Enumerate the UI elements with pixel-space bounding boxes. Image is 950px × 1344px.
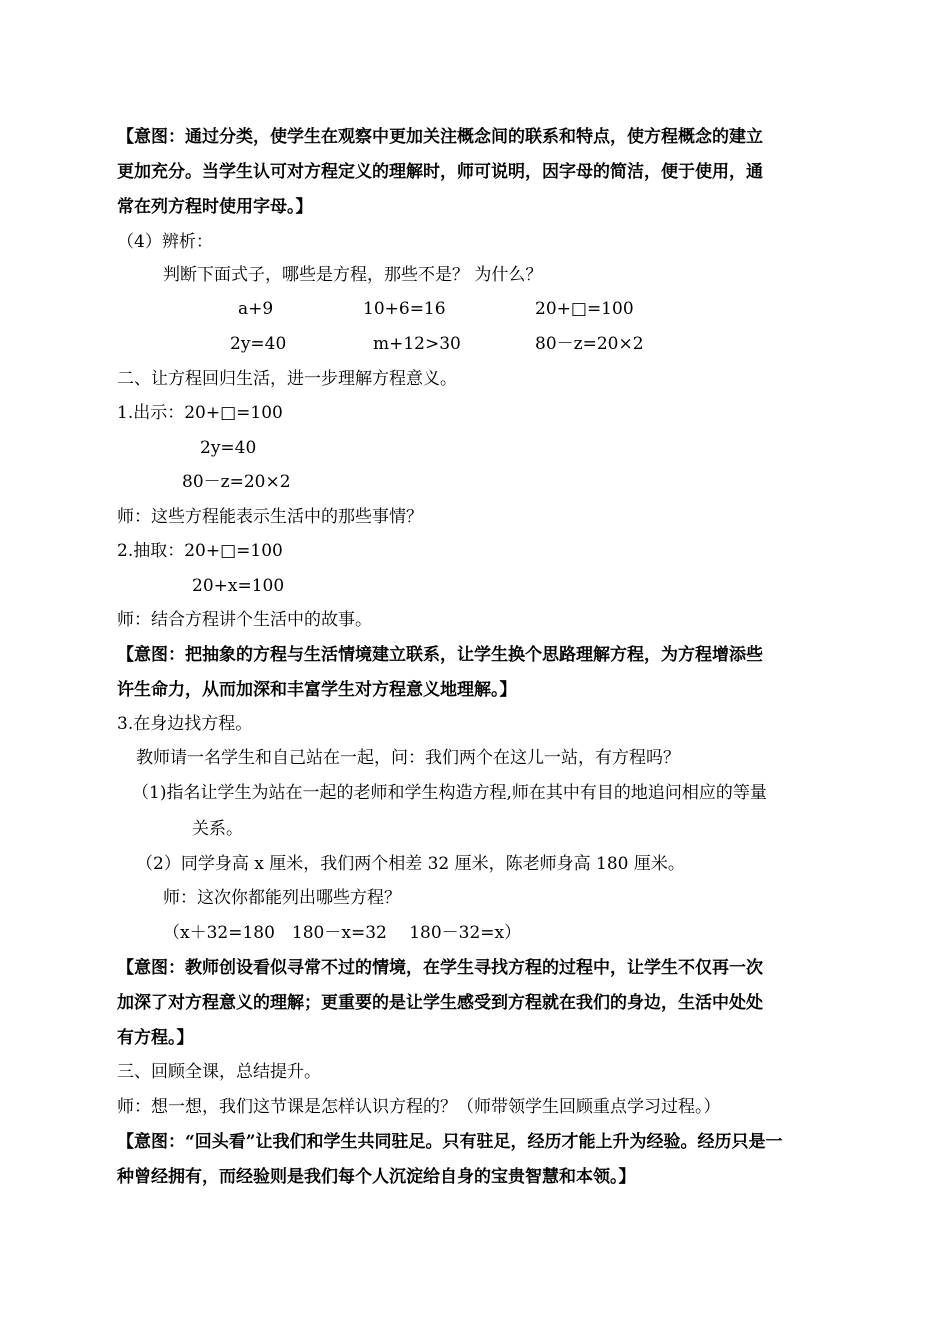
show-label: 1.出示：20+□=100 [117,403,283,423]
teacher-review: 师：想一想，我们这节课是怎样认识方程的？（师带领学生回顾重点学习过程。） [117,1097,721,1117]
expression-m12-30: m+12>30 [373,334,461,354]
show-equation-2: 2y=40 [200,438,257,458]
find-paragraph-1: 教师请一名学生和自己站在一起，问：我们两个在这儿一站，有方程吗？ [136,748,680,768]
intent-3-line-2: 加深了对方程意义的理解；更重要的是让学生感受到方程就在我们的身边，生活中处处 [117,993,763,1013]
extract-label: 2.抽取：20+□=100 [117,541,283,561]
section-3-heading: 三、回顾全课，总结提升。 [117,1062,321,1082]
show-equation-3: 80－z=20×2 [182,472,291,492]
extract-equation-2: 20+x=100 [192,576,285,596]
expression-10-6-16: 10+6=16 [363,299,446,319]
find-equations: （x＋32=180 180－x=32 180－32=x） [163,923,522,943]
section-2-heading: 二、让方程回归生活，进一步理解方程意义。 [117,369,457,389]
intent-4-line-2: 种曾经拥有，而经验则是我们每个人沉淀给自身的宝贵智慧和本领。】 [117,1167,636,1187]
find-heading: 3.在身边找方程。 [117,714,253,734]
teacher-question-1: 师：这些方程能表示生活中的那些事情？ [117,507,423,527]
intent-2-line-2: 许生命力，从而加深和丰富学生对方程意义地理解。】 [117,680,517,700]
find-paragraph-3: （2）同学身高 x 厘米，我们两个相差 32 厘米，陈老师身高 180 厘米。 [136,854,685,874]
teacher-question-2: 师：结合方程讲个生活中的故事。 [117,610,372,630]
expression-2y-40: 2y=40 [230,334,287,354]
intent-1-line-3: 常在列方程时使用字母。】 [117,197,313,217]
intent-4-line-1: 【意图：“回头看”让我们和学生共同驻足。只有驻足，经历才能上升为经验。经历只是一 [117,1132,783,1152]
find-paragraph-4: 师：这次你都能列出哪些方程？ [163,888,401,908]
expression-80-z: 80－z=20×2 [535,334,644,354]
discern-heading: （4）辨析： [117,232,213,252]
discern-question: 判断下面式子，哪些是方程，那些不是？ 为什么？ [163,265,543,285]
find-paragraph-2b: 关系。 [192,819,243,839]
find-paragraph-2a: （1)指名让学生为站在一起的老师和学生构造方程,师在其中有目的地追问相应的等量 [132,783,767,803]
expression-a9: a+9 [238,299,274,319]
intent-1-line-2: 更加充分。当学生认可对方程定义的理解时，师可说明，因字母的简洁，便于使用，通 [117,162,763,182]
intent-1-line-1: 【意图：通过分类，使学生在观察中更加关注概念间的联系和特点，使方程概念的建立 [117,127,763,147]
intent-3-line-3: 有方程。】 [117,1028,194,1048]
expression-20-box-100: 20+□=100 [535,299,634,319]
intent-2-line-1: 【意图：把抽象的方程与生活情境建立联系，让学生换个思路理解方程，为方程增添些 [117,645,763,665]
intent-3-line-1: 【意图：教师创设看似寻常不过的情境，在学生寻找方程的过程中，让学生不仅再一次 [117,958,763,978]
